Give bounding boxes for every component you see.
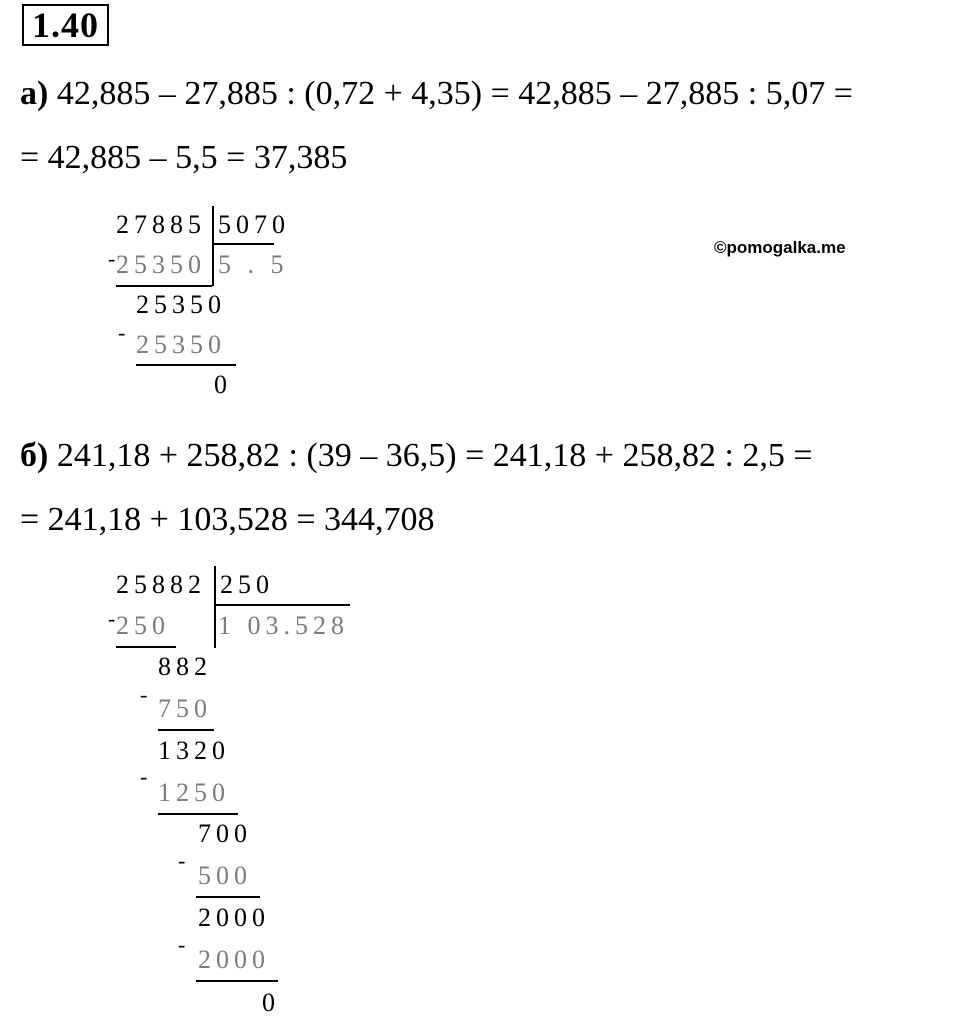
a-minus-2: - — [118, 320, 126, 345]
b-minus-1: - — [108, 606, 116, 631]
a-subtrahend-2: 25350 — [136, 330, 226, 359]
part-a-expression: 42,885 – 27,885 : (0,72 + 4,35) = 42,885 – 27,885 : 5,07 = — [56, 75, 853, 112]
a-divisor: 5070 — [218, 210, 290, 239]
b-minus-2: - — [140, 682, 148, 707]
b-partial-4: 2000 — [198, 903, 270, 932]
a-rule-1 — [116, 285, 212, 287]
b-rule-4 — [196, 896, 260, 898]
b-rule-3 — [158, 813, 238, 815]
b-partial-2: 1320 — [158, 736, 230, 765]
part-b-line2: = 241,18 + 103,528 = 344,708 — [20, 501, 435, 538]
b-subtrahend-2: 750 — [158, 694, 212, 723]
b-subtrahend-1: 250 — [116, 611, 170, 640]
b-subtrahend-5: 2000 — [198, 945, 270, 974]
b-remainder: 0 — [262, 988, 280, 1017]
a-minus-1: - — [108, 246, 116, 271]
part-a-label: а) — [20, 75, 49, 112]
a-quotient-line — [214, 243, 274, 245]
b-dividend: 25882 — [116, 570, 206, 599]
part-a-line2: = 42,885 – 5,5 = 37,385 — [20, 139, 348, 176]
b-quotient-line — [216, 604, 350, 606]
b-partial-1: 882 — [158, 652, 212, 681]
b-quotient: 1 03.528 — [218, 611, 349, 640]
b-divisor: 250 — [220, 570, 274, 599]
b-rule-1 — [116, 646, 176, 648]
b-division-bar — [214, 566, 216, 648]
a-partial-1: 25350 — [136, 290, 226, 319]
a-dividend: 27885 — [116, 210, 206, 239]
a-rule-2 — [136, 364, 236, 366]
b-minus-3: - — [140, 764, 148, 789]
part-b-label: б) — [20, 437, 49, 474]
part-a-line1 — [20, 74, 853, 114]
part-b-expression: 241,18 + 258,82 : (39 – 36,5) = 241,18 + 258,82 : 2,5 = — [56, 437, 813, 474]
b-rule-2 — [158, 729, 214, 731]
watermark: ©pomogalka.me — [714, 238, 846, 257]
b-minus-4: - — [178, 848, 186, 873]
part-b-line1 — [20, 436, 813, 476]
b-minus-5: - — [178, 932, 186, 957]
a-quotient: 5 . 5 — [218, 250, 289, 279]
a-remainder: 0 — [214, 370, 232, 399]
b-rule-5 — [196, 980, 278, 982]
a-division-bar — [212, 206, 214, 286]
b-partial-3: 700 — [198, 819, 252, 848]
problem-number: 1.40 — [22, 4, 109, 46]
b-subtrahend-3: 1250 — [158, 778, 230, 807]
a-subtrahend-1: 25350 — [116, 250, 206, 279]
b-subtrahend-4: 500 — [198, 861, 252, 890]
